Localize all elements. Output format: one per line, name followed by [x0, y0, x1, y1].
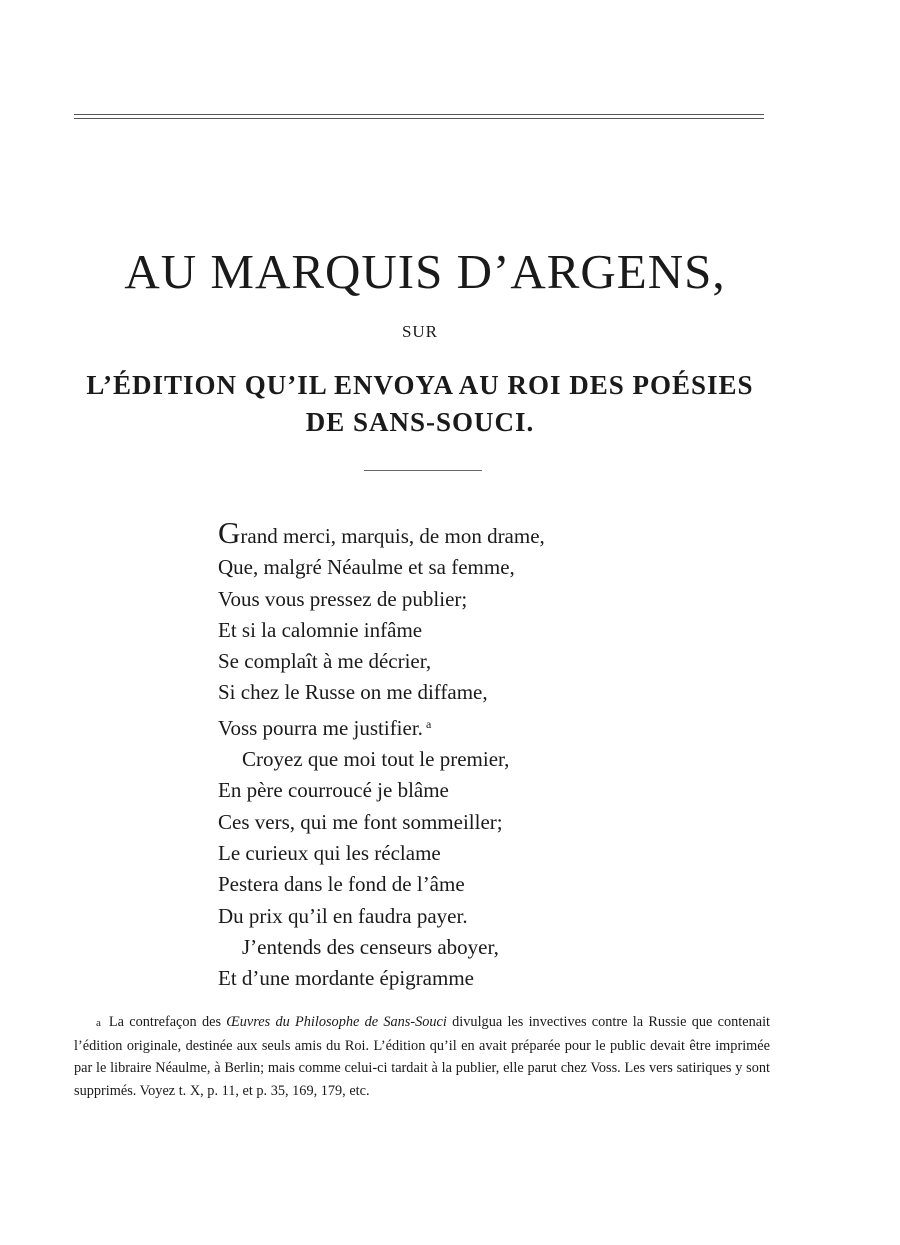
verse-line-1-text: rand merci, marquis, de mon drame,: [240, 524, 545, 548]
top-rule-lower: [74, 118, 764, 119]
subtitle-line-1: L’ÉDITION QU’IL ENVOYA AU ROI DES POÉSIES: [86, 370, 754, 400]
footnote-work-title: Œuvres du Philosophe de Sans-Souci: [226, 1014, 447, 1030]
footnote-text-after: divulgua les invectives contre la Russie que contenait l’édition originale, destinée aux seuls amis du Roi. L’édition qu’il en avait préparée pour le public devait être imprimée par le libraire Néaulme, à Berlin; mais comme celui-ci tardait à la publier, elle parut chez Voss. Les vers satiriques y sont supprimés. Voyez t. X, p. 11, et p. 35, 169, 179, etc.: [74, 1014, 771, 1099]
verse-line-1: [218, 515, 545, 552]
verse-line-7-text: Voss pourra me justifier.: [218, 715, 423, 740]
verse-line-14: J’entends des censeurs aboyer,: [242, 934, 499, 959]
subtitle-line-2: DE SANS-SOUCI.: [305, 407, 535, 437]
footnote-mark: a: [96, 1017, 101, 1029]
verse-line-7: [218, 709, 545, 744]
drop-cap: G: [218, 515, 241, 550]
top-rule-upper: [74, 114, 764, 115]
footnote-reference: a: [425, 716, 432, 731]
poem-title: AU MARQUIS D’ARGENS,: [124, 244, 726, 299]
verse-line-12: Pestera dans le fond de l’âme: [218, 872, 465, 897]
verse-line-9: En père courroucé je blâme: [218, 778, 449, 803]
title-connector-sur: SUR: [401, 322, 439, 341]
verse-line-13: Du prix qu’il en faudra payer.: [218, 903, 468, 928]
verse-line-8: Croyez que moi tout le premier,: [242, 747, 510, 772]
footnote-text-before: La contrefaçon des: [108, 1014, 222, 1030]
verse-line-11: Le curieux qui les réclame: [218, 840, 441, 865]
verse-line-15: Et d’une mordante épigramme: [218, 966, 474, 991]
verse-line-2: Que, malgré Néaulme et sa femme,: [218, 555, 515, 580]
poem-verse: [218, 515, 545, 994]
verse-line-4: Et si la calomnie infâme: [218, 617, 423, 642]
verse-line-10: Ces vers, qui me font sommeiller;: [218, 809, 503, 834]
title-divider: [364, 470, 482, 471]
verse-line-6: Si chez le Russe on me diffame,: [218, 680, 488, 705]
footnote: [74, 1011, 770, 1102]
verse-line-3: Vous vous pressez de publier;: [218, 586, 468, 611]
poem-subtitle: [0, 367, 840, 441]
verse-line-5: Se complaît à me décrier,: [218, 649, 432, 674]
